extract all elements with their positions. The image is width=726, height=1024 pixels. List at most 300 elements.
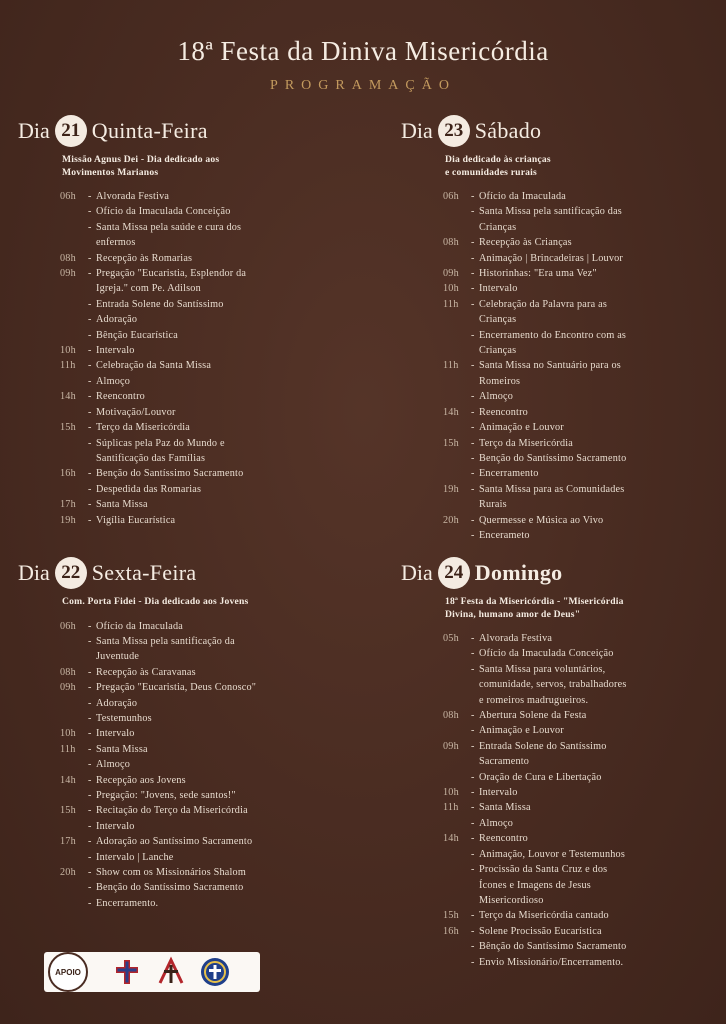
schedule-text-line: Igreja." com Pe. Adilson — [96, 283, 201, 295]
schedule-dash: - — [471, 941, 475, 953]
schedule-dash: - — [471, 268, 475, 280]
schedule-time: 14h — [60, 391, 76, 403]
schedule-time: 09h — [60, 268, 76, 280]
schedule-text — [479, 358, 711, 389]
schedule-text-line: Ofício da Imaculada Conceição — [96, 206, 231, 218]
schedule-dash: - — [471, 529, 475, 541]
schedule-time: 11h — [60, 743, 76, 755]
schedule-text — [479, 513, 711, 528]
schedule-dash: - — [471, 329, 475, 341]
schedule-time — [60, 482, 88, 497]
schedule-item — [443, 862, 711, 908]
schedule-dash: - — [88, 391, 92, 403]
schedule-text — [479, 436, 711, 451]
schedule-item — [443, 908, 711, 923]
schedule-item — [60, 436, 348, 467]
schedule-text-line: Ofício da Imaculada — [96, 620, 183, 632]
schedule-text-line: Solene Procissão Eucarística — [479, 925, 602, 937]
schedule-time: 11h — [443, 360, 459, 372]
schedule-time — [443, 816, 471, 831]
day-subtitle-line: Dia dedicado às crianças — [445, 154, 551, 165]
schedule-text-line: e romeiros madrugueiros. — [479, 694, 589, 706]
schedule-text — [96, 220, 348, 251]
schedule-time — [443, 723, 471, 738]
schedule-time — [60, 711, 88, 726]
schedule-text-line: Animação, Louvor e Testemunhos — [479, 848, 625, 860]
day-subtitle-line: Missão Agnus Dei - Dia dedicado aos — [62, 154, 220, 165]
schedule-text-line: Súplicas pela Paz do Mundo e — [96, 437, 225, 449]
schedule-text — [479, 924, 711, 939]
schedule-text-line: Santificação das Famílias — [96, 452, 206, 464]
schedule-time — [443, 251, 471, 266]
schedule-text-line: Recepção às Crianças — [479, 237, 572, 249]
schedule-text-line: Envio Missionário/Encerramento. — [479, 956, 624, 968]
schedule-item — [443, 955, 711, 970]
schedule-time — [60, 436, 88, 467]
schedule-dash: - — [471, 817, 475, 829]
schedule-text — [479, 235, 711, 250]
schedule-item — [60, 865, 348, 880]
schedule-text — [96, 865, 348, 880]
schedule-text — [96, 788, 348, 803]
schedule-item — [60, 742, 348, 757]
day-name: Quinta-Feira — [91, 118, 208, 143]
schedule-item — [60, 711, 348, 726]
schedule-dash: - — [471, 283, 475, 295]
schedule-item — [60, 420, 348, 435]
schedule-text — [479, 297, 711, 328]
schedule-text-line: comunidade, servos, trabalhadores — [479, 679, 627, 691]
schedule-time — [443, 466, 471, 481]
schedule-text-line: Historinhas: "Era uma Vez" — [479, 268, 597, 280]
schedule-dash: - — [88, 743, 92, 755]
schedule-dash: - — [471, 633, 475, 644]
schedule-time — [60, 374, 88, 389]
schedule-text-line: Encerameto — [479, 529, 530, 541]
schedule-time — [443, 770, 471, 785]
day-24-section — [401, 556, 711, 970]
schedule-text-line: Almoço — [96, 759, 131, 771]
schedule-text-line: Santa Missa — [96, 743, 148, 755]
schedule-dash: - — [88, 712, 92, 724]
schedule-item — [443, 358, 711, 389]
schedule-time: 19h — [443, 483, 459, 495]
day-number-badge: 24 — [438, 557, 470, 589]
schedule-text-line: Rurais — [479, 499, 507, 511]
schedule-text-line: Quermesse e Música ao Vivo — [479, 514, 604, 526]
schedule-dash: - — [471, 771, 475, 783]
schedule-text-line: Sacramento — [479, 756, 530, 768]
schedule-item — [60, 634, 348, 665]
schedule-text — [479, 708, 711, 723]
schedule-dash: - — [471, 406, 475, 418]
schedule-dash: - — [88, 897, 92, 909]
schedule-text-line: Santa Missa — [96, 499, 148, 511]
schedule-item — [443, 420, 711, 435]
schedule-time: 11h — [443, 802, 459, 814]
schedule-text-line: Celebração da Palavra para as — [479, 298, 607, 310]
schedule-text — [479, 389, 711, 404]
page-subtitle: PROGRAMAÇÃO — [270, 78, 456, 93]
schedule-item — [443, 297, 711, 328]
day-prefix: Dia — [401, 118, 433, 143]
schedule-text — [96, 880, 348, 895]
sponsors-bar — [44, 952, 260, 992]
schedule-text — [479, 466, 711, 481]
schedule-dash: - — [88, 851, 92, 863]
schedule-text-line: Recepção aos Jovens — [96, 774, 186, 786]
schedule-text — [96, 482, 348, 497]
schedule-time: 10h — [60, 728, 76, 740]
schedule-time: 05h — [443, 633, 459, 644]
schedule-item — [443, 924, 711, 939]
schedule-text-line: Celebração da Santa Missa — [96, 360, 212, 372]
day-prefix: Dia — [18, 560, 50, 585]
schedule-text — [479, 955, 711, 970]
schedule-text-line: Vigília Eucarística — [96, 514, 176, 526]
schedule-text — [479, 939, 711, 954]
schedule-text-line: Santa Missa para as Comunidades — [479, 483, 625, 495]
schedule-text-line: Show com os Missionários Shalom — [96, 867, 246, 878]
schedule-text — [96, 726, 348, 741]
schedule-text-line: Adoração — [96, 697, 138, 709]
schedule-time: 06h — [60, 620, 76, 632]
schedule-time — [60, 696, 88, 711]
schedule-text — [96, 665, 348, 680]
schedule-text — [479, 908, 711, 923]
schedule-time: 14h — [443, 833, 459, 845]
schedule-text-line: Crianças — [479, 345, 517, 357]
schedule-text — [96, 850, 348, 865]
schedule-text-line: Abertura Solene da Festa — [479, 710, 587, 722]
schedule-item — [443, 646, 711, 661]
schedule-dash: - — [88, 422, 92, 434]
schedule-item — [60, 788, 348, 803]
schedule-dash: - — [88, 406, 92, 418]
schedule-text — [479, 800, 711, 815]
schedule-text-line: Almoço — [479, 817, 514, 829]
schedule-dash: - — [471, 483, 475, 495]
schedule-text — [479, 328, 711, 359]
schedule-time: 14h — [443, 406, 459, 418]
schedule-time — [443, 955, 471, 970]
schedule-item — [443, 528, 711, 543]
schedule-item — [443, 466, 711, 481]
schedule-text — [479, 723, 711, 738]
schedule-time: 06h — [60, 191, 76, 202]
schedule-dash: - — [471, 787, 475, 799]
schedule-text — [96, 389, 348, 404]
schedule-dash: - — [471, 833, 475, 845]
schedule-time: 15h — [443, 437, 459, 449]
schedule-text-line: Misericordioso — [479, 894, 544, 906]
schedule-time: 09h — [60, 682, 76, 694]
schedule-dash: - — [88, 252, 92, 264]
schedule-item — [443, 800, 711, 815]
schedule-text-line: Adoração — [96, 314, 138, 326]
schedule-item — [60, 680, 348, 695]
schedule-item — [60, 297, 348, 312]
schedule-time — [60, 880, 88, 895]
schedule-dash: - — [471, 391, 475, 403]
schedule-text — [96, 436, 348, 467]
schedule-time — [443, 862, 471, 908]
schedule-text-line: Intervalo — [96, 728, 135, 740]
schedule-text-line: Reencontro — [96, 391, 145, 403]
schedule-text — [96, 634, 348, 665]
schedule-dash: - — [471, 422, 475, 434]
schedule-time: 11h — [443, 298, 459, 310]
schedule-time: 09h — [443, 268, 459, 280]
schedule-text-line: Bênção do Santíssimo Sacramento — [479, 941, 627, 953]
schedule-item — [443, 266, 711, 281]
schedule-list — [443, 631, 711, 970]
schedule-time — [443, 204, 471, 235]
schedule-item — [443, 451, 711, 466]
schedule-text-line: Encerramento. — [96, 897, 159, 909]
schedule-time: 15h — [60, 805, 76, 817]
day-header — [401, 114, 711, 148]
schedule-time: 06h — [443, 191, 459, 202]
schedule-dash: - — [88, 728, 92, 740]
schedule-text — [479, 420, 711, 435]
schedule-item — [60, 312, 348, 327]
schedule-text-line: Benção do Santíssimo Sacramento — [96, 882, 244, 894]
schedule-text-line: Juventude — [96, 651, 140, 663]
schedule-dash: - — [88, 314, 92, 326]
day-header — [401, 556, 711, 590]
schedule-text — [96, 773, 348, 788]
schedule-item — [443, 939, 711, 954]
day-subtitle-line: Com. Porta Fidei - Dia dedicado aos Jovens — [62, 596, 249, 607]
schedule-text-line: Encerramento do Encontro com as — [479, 329, 627, 341]
schedule-time — [443, 847, 471, 862]
schedule-text — [96, 328, 348, 343]
day-name: Domingo — [474, 560, 563, 585]
schedule-dash: - — [88, 468, 92, 480]
schedule-text-line: Romeiros — [479, 375, 521, 387]
schedule-item — [60, 389, 348, 404]
schedule-time — [60, 204, 88, 219]
schedule-item — [60, 466, 348, 481]
schedule-item — [60, 726, 348, 741]
schedule-text-line: Intervalo — [96, 820, 135, 832]
schedule-text-line: Benção do Santíssimo Sacramento — [479, 452, 627, 464]
schedule-text-line: Pregação: "Jovens, sede santos!" — [96, 789, 236, 801]
schedule-text-line: Reencontro — [479, 833, 528, 845]
schedule-dash: - — [471, 648, 475, 660]
day-prefix: Dia — [18, 118, 50, 143]
day-21-section — [18, 114, 348, 528]
schedule-text-line: Reencontro — [479, 406, 528, 418]
schedule-text-line: Almoço — [479, 391, 514, 403]
schedule-text-line: Testemunhos — [96, 712, 152, 724]
day-name: Sexta-Feira — [91, 560, 197, 585]
day-subtitle — [445, 154, 711, 179]
schedule-item — [443, 831, 711, 846]
schedule-text-line: Entrada Solene do Santíssimo — [479, 740, 607, 752]
schedule-dash: - — [88, 483, 92, 495]
schedule-time: 20h — [443, 514, 459, 526]
schedule-list — [60, 619, 348, 912]
schedule-text-line: Santa Missa pela santificação da — [96, 635, 235, 647]
schedule-text-line: Intervalo | Lanche — [96, 851, 174, 863]
schedule-text — [96, 204, 348, 219]
schedule-text-line: Recitação do Terço da Misericórdia — [96, 805, 248, 817]
schedule-time: 17h — [60, 836, 76, 848]
schedule-text — [96, 696, 348, 711]
schedule-text — [96, 466, 348, 481]
schedule-text-line: Despedida das Romarias — [96, 483, 202, 495]
schedule-text-line: Bênção Eucarística — [96, 329, 178, 341]
schedule-text-line: Alvorada Festiva — [96, 191, 170, 202]
day-23-section — [401, 114, 711, 543]
schedule-time: 14h — [60, 774, 76, 786]
schedule-text — [479, 831, 711, 846]
schedule-text — [479, 204, 711, 235]
day-subtitle — [62, 154, 348, 179]
schedule-dash: - — [88, 805, 92, 817]
schedule-text — [96, 266, 348, 297]
schedule-time — [443, 939, 471, 954]
schedule-dash: - — [471, 848, 475, 860]
schedule-text-line: Animação | Brincadeiras | Louvor — [479, 252, 624, 264]
schedule-text-line: Benção do Santíssimo Sacramento — [96, 468, 244, 480]
schedule-text-line: Encerramento — [479, 468, 539, 480]
schedule-text — [96, 819, 348, 834]
schedule-text — [479, 662, 711, 708]
schedule-text — [96, 803, 348, 818]
schedule-text — [96, 374, 348, 389]
schedule-dash: - — [471, 925, 475, 937]
schedule-item — [60, 665, 348, 680]
schedule-item — [60, 696, 348, 711]
schedule-time: 15h — [60, 422, 76, 434]
schedule-time — [443, 389, 471, 404]
schedule-item — [443, 513, 711, 528]
schedule-time — [443, 646, 471, 661]
schedule-text — [479, 785, 711, 800]
schedule-time — [60, 220, 88, 251]
schedule-dash: - — [88, 789, 92, 801]
schedule-item — [60, 358, 348, 373]
cross-logo-icon — [110, 955, 144, 989]
schedule-dash: - — [88, 329, 92, 341]
schedule-time — [60, 757, 88, 772]
schedule-dash: - — [88, 514, 92, 526]
schedule-time: 09h — [443, 740, 459, 752]
schedule-text — [479, 281, 711, 296]
schedule-text-line: Intervalo — [479, 283, 518, 295]
schedule-list — [60, 189, 348, 528]
schedule-text-line: Animação e Louvor — [479, 422, 564, 434]
schedule-time: 19h — [60, 514, 76, 526]
schedule-text — [96, 420, 348, 435]
schedule-text — [479, 770, 711, 785]
schedule-text-line: Santa Missa pela saúde e cura dos — [96, 221, 242, 233]
schedule-item — [60, 757, 348, 772]
schedule-item — [60, 482, 348, 497]
page-title: 18ª Festa da Diniva Misericórdia — [177, 36, 549, 66]
schedule-dash: - — [471, 725, 475, 737]
schedule-text-line: Terço da Misericórdia — [96, 422, 191, 434]
day-subtitle — [62, 596, 348, 609]
schedule-item — [443, 204, 711, 235]
schedule-dash: - — [471, 710, 475, 722]
schedule-time: 08h — [60, 666, 76, 678]
schedule-item — [443, 189, 711, 204]
schedule-dash: - — [88, 820, 92, 832]
schedule-text-line: Oração de Cura e Libertação — [479, 771, 602, 783]
schedule-time — [60, 788, 88, 803]
schedule-dash: - — [471, 191, 475, 202]
schedule-dash: - — [471, 864, 475, 876]
schedule-item — [60, 619, 348, 634]
schedule-dash: - — [88, 191, 92, 202]
schedule-dash: - — [88, 360, 92, 372]
schedule-time: 16h — [60, 468, 76, 480]
schedule-item — [443, 847, 711, 862]
schedule-text-line: Procissão da Santa Cruz e dos — [479, 864, 608, 876]
schedule-dash: - — [88, 268, 92, 280]
schedule-text — [96, 680, 348, 695]
schedule-text-line: Motivação/Louvor — [96, 406, 176, 418]
schedule-item — [60, 251, 348, 266]
day-subtitle-line: 18ª Festa da Misericórdia - "Misericórdia — [445, 596, 624, 607]
schedule-dash: - — [471, 663, 475, 675]
schedule-text — [96, 896, 348, 911]
schedule-dash: - — [471, 802, 475, 814]
schedule-dash: - — [88, 759, 92, 771]
apoio-badge: APOIO — [48, 952, 88, 992]
schedule-text — [479, 847, 711, 862]
schedule-dash: - — [471, 252, 475, 264]
schedule-text — [479, 862, 711, 908]
schedule-dash: - — [88, 345, 92, 357]
schedule-item — [60, 328, 348, 343]
schedule-dash: - — [471, 452, 475, 464]
schedule-dash: - — [88, 206, 92, 218]
schedule-item — [443, 785, 711, 800]
schedule-dash: - — [88, 666, 92, 678]
schedule-dash: - — [471, 298, 475, 310]
schedule-text-line: Ofício da Imaculada Conceição — [479, 648, 614, 660]
schedule-time: 08h — [443, 237, 459, 249]
schedule-text-line: Pregação "Eucaristia, Esplendor da — [96, 268, 247, 280]
day-name: Sábado — [474, 118, 542, 143]
schedule-time: 08h — [443, 710, 459, 722]
schedule-item — [60, 405, 348, 420]
schedule-text — [96, 358, 348, 373]
schedule-text — [479, 251, 711, 266]
schedule-text-line: Recepção às Romarias — [96, 252, 193, 264]
schedule-text-line: Almoço — [96, 375, 131, 387]
schedule-item — [443, 235, 711, 250]
schedule-text — [479, 646, 711, 661]
schedule-time: 10h — [60, 345, 76, 357]
schedule-text-line: enfermos — [96, 237, 136, 249]
schedule-time — [443, 528, 471, 543]
day-header — [18, 556, 348, 590]
schedule-text-line: Crianças — [479, 314, 517, 326]
schedule-dash: - — [471, 237, 475, 249]
schedule-dash: - — [88, 774, 92, 786]
schedule-time: 20h — [60, 867, 76, 878]
schedule-text — [479, 482, 711, 513]
schedule-item — [60, 497, 348, 512]
schedule-dash: - — [88, 499, 92, 511]
schedule-text-line: Adoração ao Santíssimo Sacramento — [96, 836, 253, 848]
